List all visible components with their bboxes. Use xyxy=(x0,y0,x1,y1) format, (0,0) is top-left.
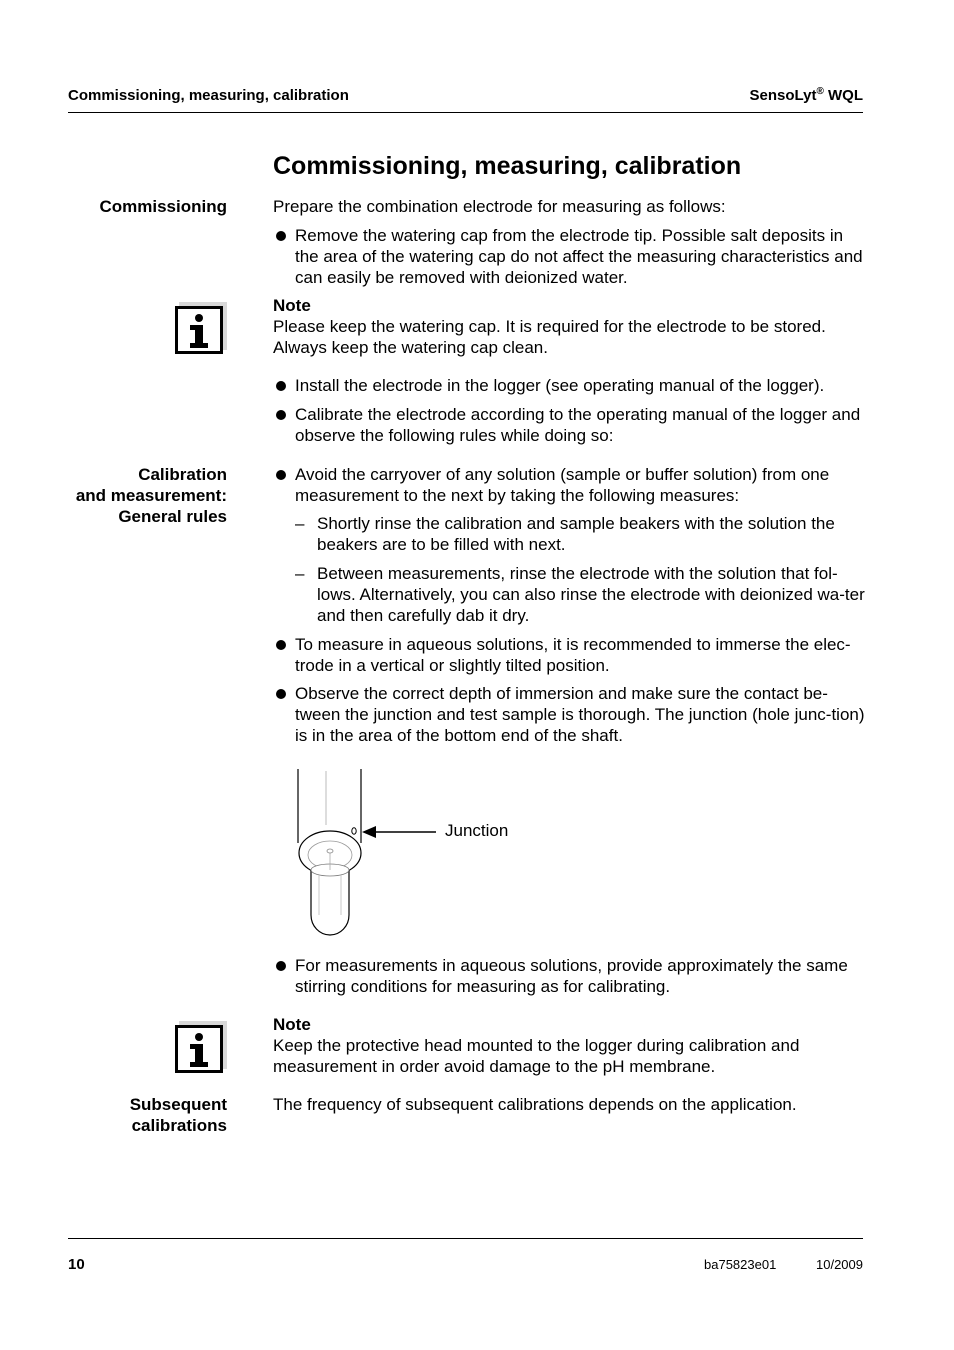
subsequent-text: The frequency of subsequent calibrations depends on the application. xyxy=(273,1095,797,1114)
commissioning-intro: Prepare the combination electrode for measuring as follows: xyxy=(273,197,726,216)
header-rule xyxy=(68,112,863,113)
list-item: Install the electrode in the logger (see operating manual of the logger). xyxy=(273,375,865,396)
bullet-icon xyxy=(276,231,286,241)
side-heading-commissioning: Commissioning xyxy=(99,197,227,216)
list-item: Observe the correct depth of immersion and make sure the contact be-tween the junction and test sample is thorough. The junction (hole junc-tion) is in the area of the bottom end of the shaft. xyxy=(273,683,865,746)
bullet-icon xyxy=(276,961,286,971)
info-icon xyxy=(175,302,227,354)
electrode-junction-figure xyxy=(290,765,530,945)
side-heading-subsequent: Subsequent calibrations xyxy=(129,1095,227,1135)
note-commissioning: Note Please keep the watering cap. It is required for the electrode to be stored. Always keep the watering cap clean. xyxy=(273,296,826,357)
junction-label: Junction xyxy=(445,821,509,840)
side-heading-calibration: Calibration and measurement: General rules xyxy=(75,465,227,526)
document-date: 10/2009 xyxy=(816,1257,863,1272)
list-item: For measurements in aqueous solutions, provide approximately the same stirring conditions for measuring as for calibrating. xyxy=(273,955,865,997)
dash-item: – Shortly rinse the calibration and sample beakers with the solution the beakers are to be filled with next. xyxy=(295,514,835,554)
bullet-icon xyxy=(276,689,286,699)
list-item: Remove the watering cap from the electrode tip. Possible salt deposits in the area of the watering cap do not affect the measuring characteristics and can easily be removed with deionized water. xyxy=(273,225,865,288)
note-calibration: Note Keep the protective head mounted to the logger during calibration and measurement in order avoid damage to the pH membrane. xyxy=(273,1015,800,1076)
bullet-icon xyxy=(276,640,286,650)
running-header-product: SensoLyt® WQL xyxy=(749,86,863,104)
list-item: Avoid the carryover of any solution (sample or buffer solution) from one measurement to the next by taking the following measures: xyxy=(273,464,865,506)
list-item: To measure in aqueous solutions, it is recommended to immerse the elec-trode in a vertical or slightly tilted position. xyxy=(273,634,865,676)
bullet-icon xyxy=(276,410,286,420)
page-number: 10 xyxy=(68,1256,85,1273)
footer-rule xyxy=(68,1238,863,1239)
running-header-section: Commissioning, measuring, calibration xyxy=(68,87,349,104)
dash-item: – Between measurements, rinse the electrode with the solution that fol-lows. Alternatively, you can also rinse the electrode with deionized wa-ter and then carefully dab it dry. xyxy=(295,564,865,625)
list-item: Calibrate the electrode according to the operating manual of the logger and observe the following rules while doing so: xyxy=(273,404,865,446)
bullet-icon xyxy=(276,470,286,480)
bullet-icon xyxy=(276,381,286,391)
page-title: Commissioning, measuring, calibration xyxy=(273,152,742,180)
document-id: ba75823e01 xyxy=(704,1257,777,1272)
info-icon xyxy=(175,1021,227,1073)
